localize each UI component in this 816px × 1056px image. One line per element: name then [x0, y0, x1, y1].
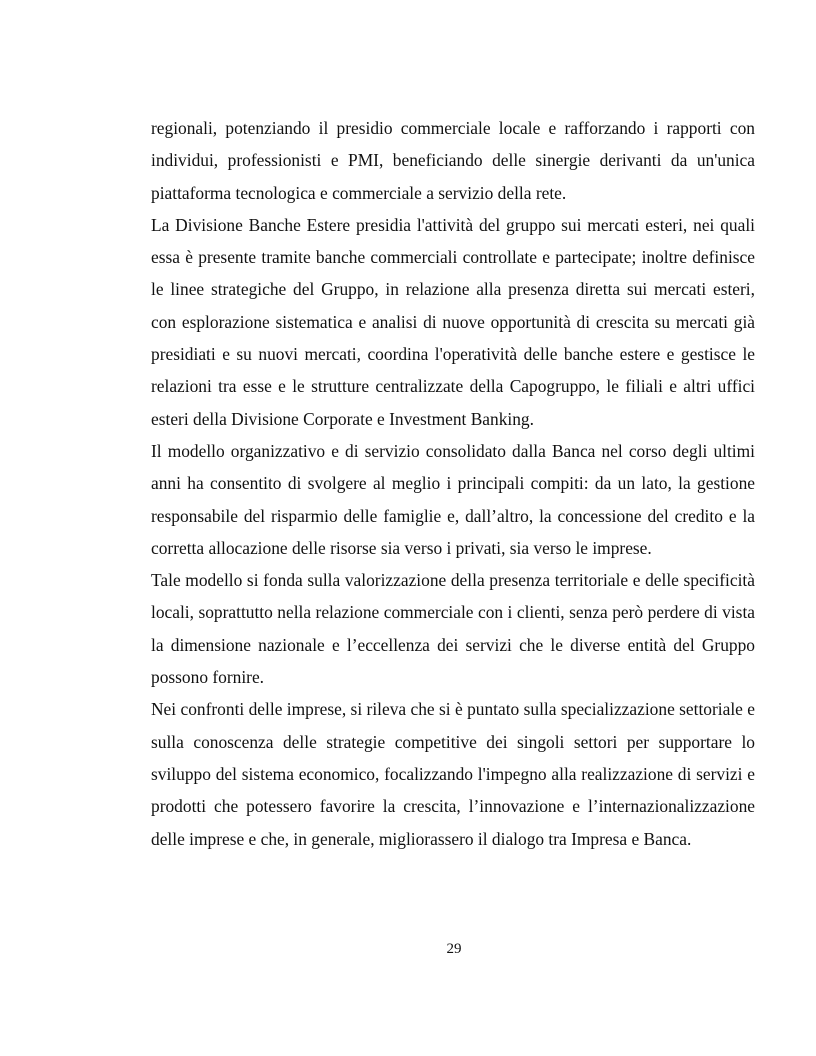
page-number: 29	[446, 941, 462, 957]
paragraph-5: Nei confronti delle imprese, si rileva che si è puntato sulla specializzazione settoriale e sulla conoscenza delle strategie competitive dei singoli settori per supportare lo sviluppo del sistema economico, focalizzando l'impegno alla realizzazione di servizi e prodotti che potessero favorire la crescita, l’innovazione e l’internazionalizzazione delle imprese e che, in generale, migliorassero il dialogo tra Impresa e Banca.	[151, 699, 755, 849]
paragraph-4: Tale modello si fonda sulla valorizzazione della presenza territoriale e delle specificità locali, soprattutto nella relazione commerciale con i clienti, senza però perdere di vista la dimensione nazionale e l’eccellenza dei servizi che le diverse entità del Gruppo possono fornire.	[151, 570, 755, 688]
body-text	[151, 112, 755, 855]
paragraph-3: Il modello organizzativo e di servizio consolidato dalla Banca nel corso degli ultimi anni ha consentito di svolgere al meglio i principali compiti: da un lato, la gestione responsabile del risparmio delle famiglie e, dall’altro, la concessione del credito e la corretta allocazione delle risorse sia verso i privati, sia verso le imprese.	[151, 440, 755, 558]
paragraph-1: regionali, potenziando il presidio commerciale locale e rafforzando i rapporti con individui, professionisti e PMI, beneficiando delle sinergie derivanti da un'unica piattaforma tecnologica e commerciale a servizio della rete.	[151, 118, 755, 203]
paragraph-2: La Divisione Banche Estere presidia l'attività del gruppo sui mercati esteri, nei quali essa è presente tramite banche commerciali controllate e partecipate; inoltre definisce le linee strategiche del Gruppo, in relazione alla presenza diretta sui mercati esteri, con esplorazione sistematica e analisi di nuove opportunità di crescita su mercati già presidiati e su nuovi mercati, coordina l'operatività delle banche estere e gestisce le relazioni tra esse e le strutture centralizzate della Capogruppo, le filiali e altri uffici esteri della Divisione Corporate e Investment Banking.	[151, 214, 755, 429]
